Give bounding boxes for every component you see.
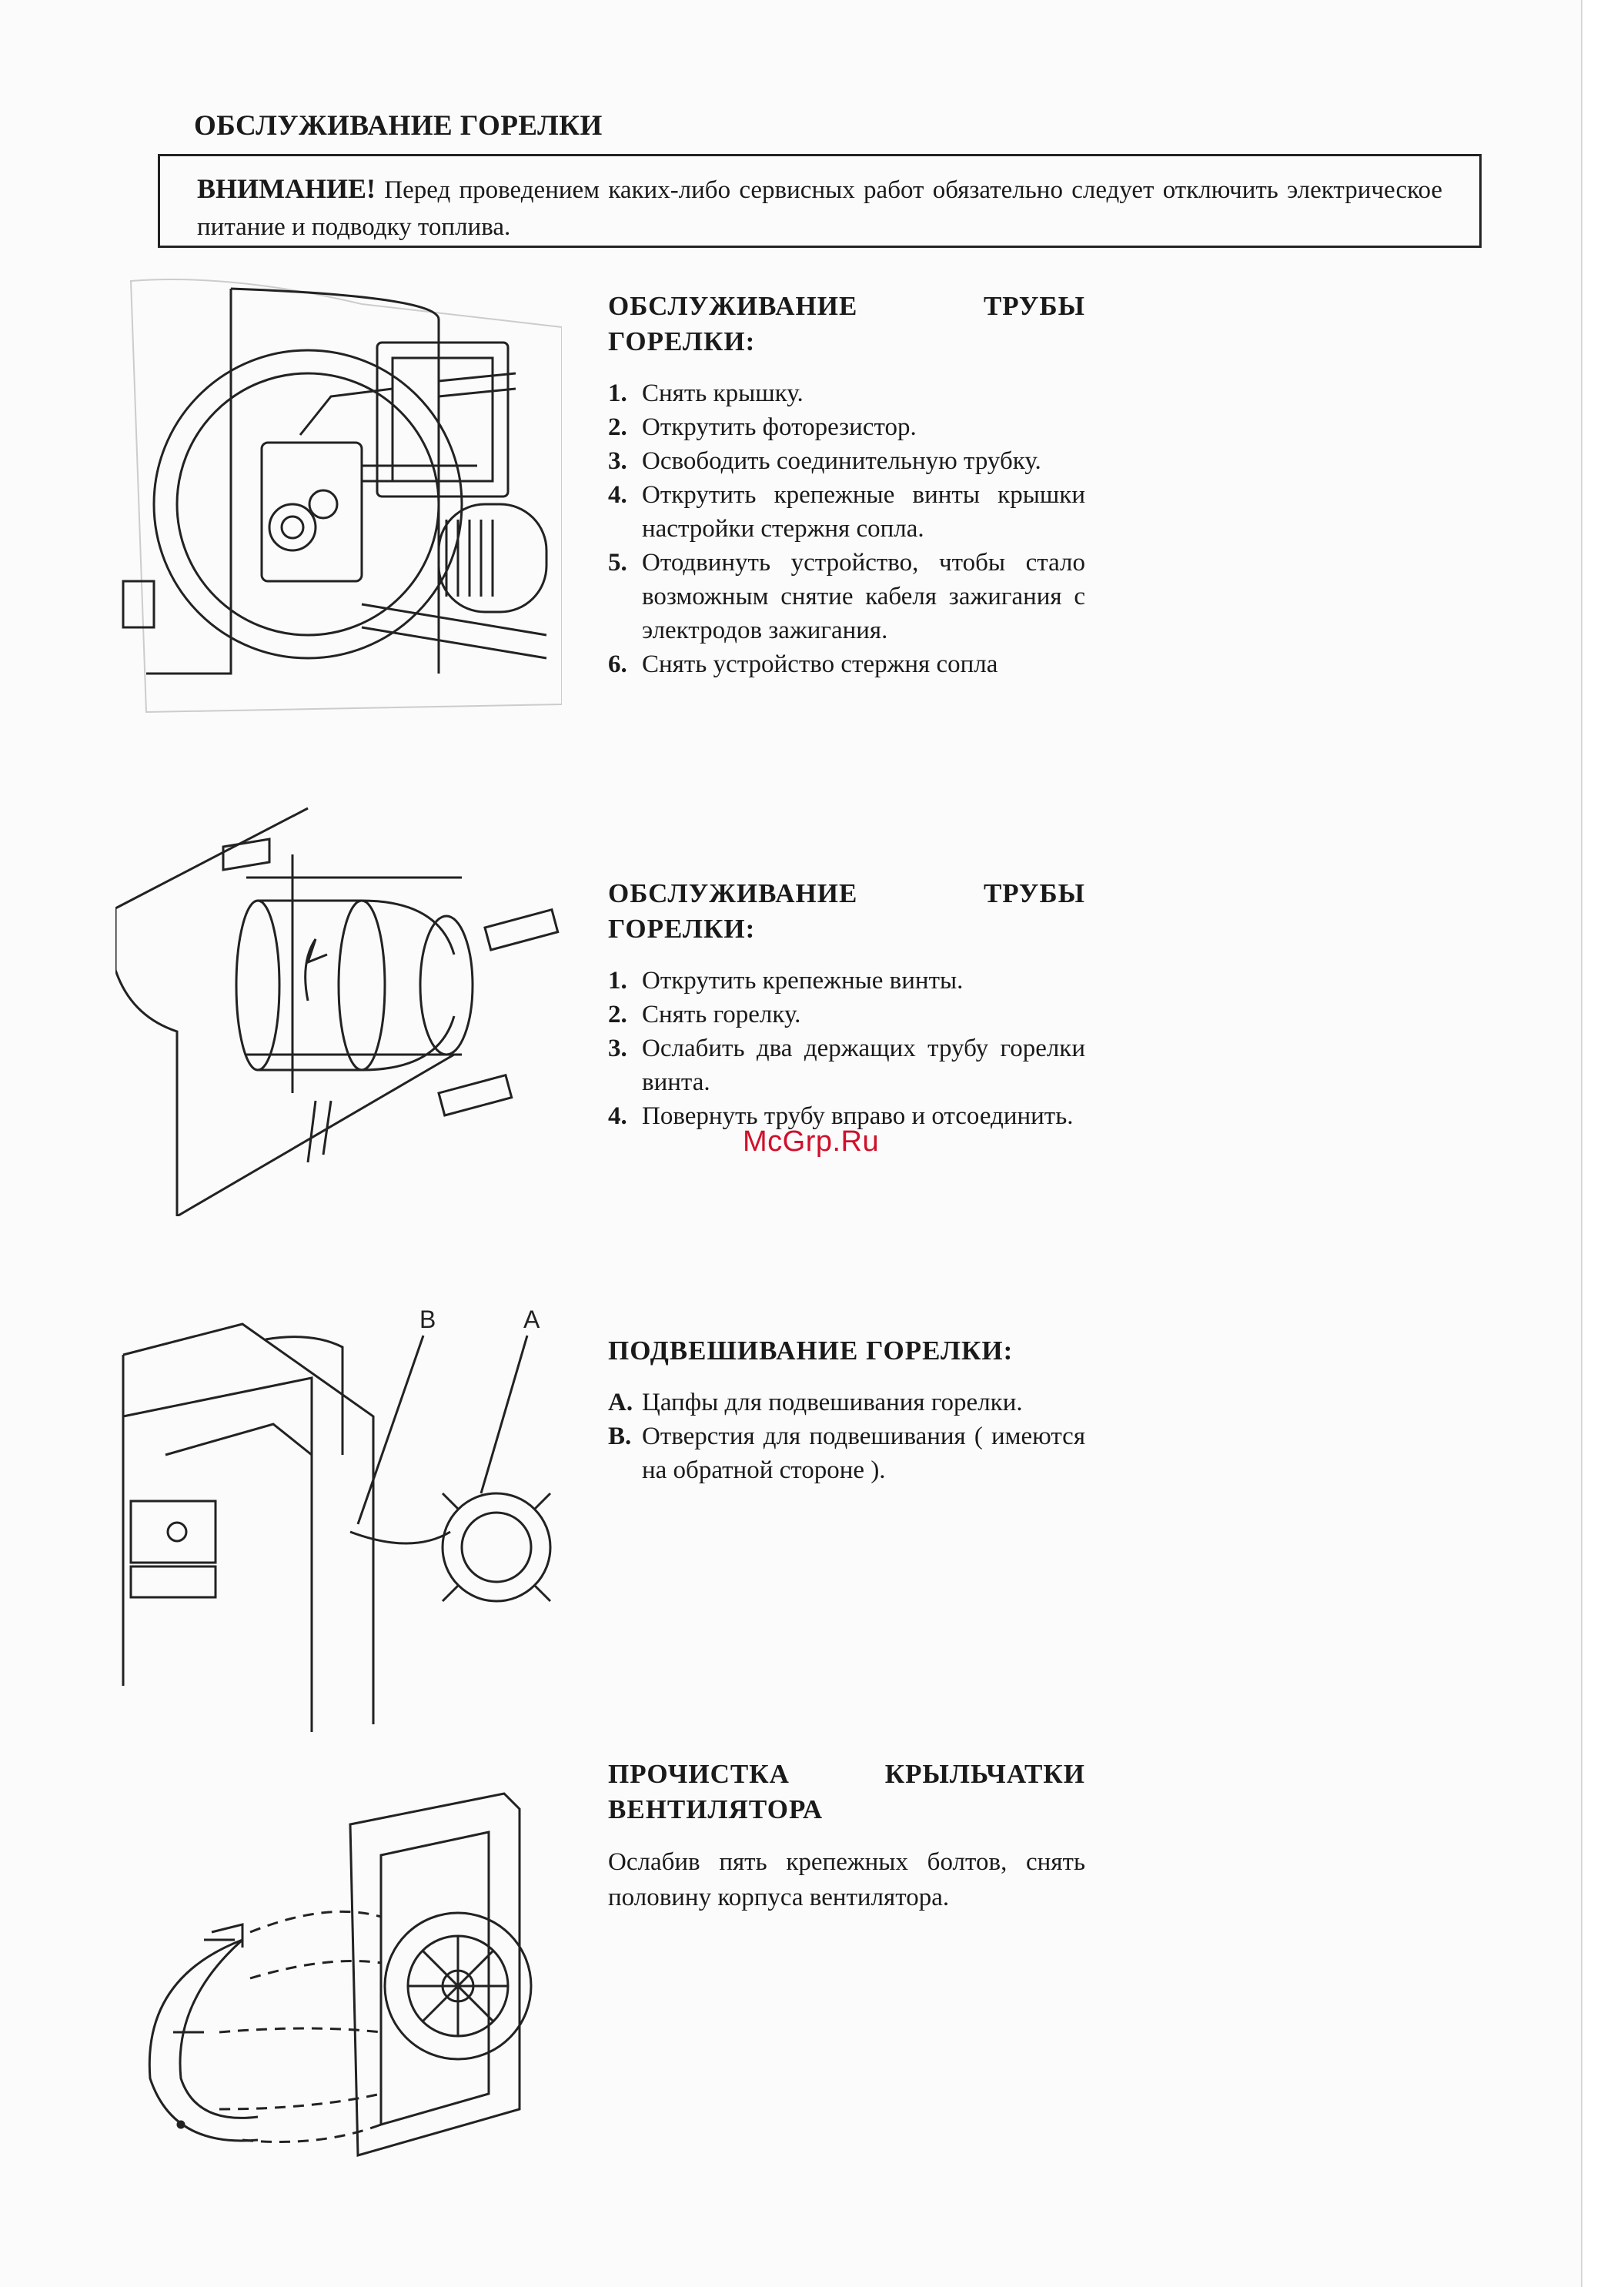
list-item: A. Цапфы для подвешивания горелки. xyxy=(608,1389,1023,1416)
list-item: 1. Снять крышку. xyxy=(608,379,804,407)
section-fan-cleaning xyxy=(608,1757,1085,1915)
warning-text: Перед проведением каких-либо сервисных работ обязательно следует отключить электрическое питание и подводку топлива. xyxy=(197,176,1442,241)
list-item: 2. Открутить фоторезистор. xyxy=(608,413,917,441)
section-title: ПОДВЕШИВАНИЕ ГОРЕЛКИ: xyxy=(608,1336,1014,1366)
list-item: 5. Отодвинуть устройство, чтобы стало возможным снятие кабеля зажигания с электродов зажигания. xyxy=(608,549,1085,644)
section-hanging xyxy=(608,1333,1085,1487)
section-nozzle-tube xyxy=(608,289,1085,681)
figure-burner-tube xyxy=(115,801,562,1216)
warning-box xyxy=(158,154,1482,248)
list-item: 3. Освободить соединительную трубку. xyxy=(608,447,1041,475)
list-item: 1. Открутить крепежные винты. xyxy=(608,967,964,995)
section-title: ОБСЛУЖИВАНИЕ ТРУБЫ ГОРЕЛКИ: xyxy=(608,291,1085,356)
watermark: McGrp.Ru xyxy=(743,1125,880,1158)
list-item: 2. Снять горелку. xyxy=(608,1001,801,1028)
section-title: ПРОЧИСТКА КРЫЛЬЧАТКИ ВЕНТИЛЯТОРА xyxy=(608,1759,1085,1824)
list-item: 4. Открутить крепежные винты крышки настройки стержня сопла. xyxy=(608,481,1085,543)
list-item: 4. Повернуть трубу вправо и отсоединить. xyxy=(608,1102,1074,1130)
section-burner-tube xyxy=(608,876,1085,1133)
figure-burner-hanging xyxy=(119,1301,566,1732)
page-title: ОБСЛУЖИВАНИЕ ГОРЕЛКИ xyxy=(194,110,603,142)
figure-nozzle-assembly xyxy=(115,273,562,720)
label-a: A xyxy=(523,1306,540,1333)
section-title: ОБСЛУЖИВАНИЕ ТРУБЫ ГОРЕЛКИ: xyxy=(608,878,1085,944)
label-b: B xyxy=(419,1306,436,1333)
step-list xyxy=(608,964,1085,1133)
warning-label: ВНИМАНИЕ! xyxy=(197,173,376,204)
step-list xyxy=(608,376,1085,681)
figure-fan-impeller xyxy=(127,1786,558,2202)
list-item: 6. Снять устройство стержня сопла xyxy=(608,650,998,678)
list-item: 3. Ослабить два держащих трубу горелки винта. xyxy=(608,1035,1085,1096)
step-list xyxy=(608,1386,1085,1487)
instruction-text: Ослабив пять крепежных болтов, снять половину корпуса вентилятора. xyxy=(608,1848,1085,1911)
list-item: B. Отверстия для подвешивания ( имеются на обратной стороне ). xyxy=(608,1423,1085,1484)
